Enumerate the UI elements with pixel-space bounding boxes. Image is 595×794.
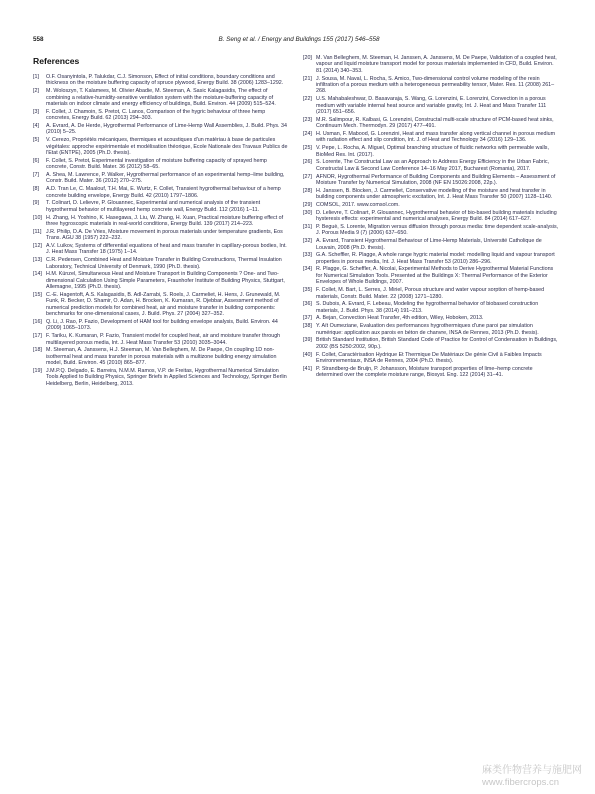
reference-text: D. Lelievre, T. Colinart, P. Glouannec, Hygrothermal behavior of bio-based building materials including hysteresis effects: experimental and numerical analyses, Energy Build. 84 (2014) 617–627. <box>316 209 557 223</box>
reference-number: [5] <box>33 137 39 144</box>
reference-item <box>303 76 559 95</box>
reference-text: S. Dubois, A. Evrard, F. Lebeau, Modeling the hygrothermal behavior of biobased construction materials, J. Build. Phys. 38 (2014) 191–213. <box>316 301 539 314</box>
reference-number: [41] <box>303 365 312 372</box>
reference-text: P. Strandberg-de Bruijn, P. Johansson, Moisture transport properties of lime–hemp concrete determined over the complete moisture range, Biosyst. Eng. 122 (2014) 31–41. <box>316 365 533 379</box>
reference-number: [19] <box>33 367 42 374</box>
reference-text: S. Lorente, The Constructal Law as an Approach to Address Energy Efficiency in the Urban Fabric, Constructal Law & Second Law Conference 14–16 May 2017, Bucharest (Romania), 2017. <box>316 159 549 172</box>
reference-number: [15] <box>33 291 42 298</box>
reference-text: F. Collet, M. Bart, L. Serres, J. Miriel, Porous structure and water vapour sorption of hemp-based materials, Constr. Build. Mater. 22 (2008) 1271–1280. <box>316 287 545 300</box>
reference-item <box>33 319 288 332</box>
reference-number: [27] <box>303 173 312 180</box>
reference-number: [11] <box>33 228 42 235</box>
reference-number: [2] <box>33 88 39 95</box>
reference-item <box>33 109 288 122</box>
reference-number: [3] <box>33 108 39 115</box>
reference-text: M. Steeman, A. Janssens, H.J. Steeman, M. Van Belleghem, M. De Paepe, On coupling 1D non-isothermal heat and mass transfer in porous materials with a multizone building energy simulation model, Build. Environ. 45 (2010) 865–877. <box>46 347 277 367</box>
reference-text: R. Plagge, G. Scheffler, A. Nicolai, Experimental Methods to Derive Hygrothermal Material Functions for Numerical Simulation Tools. Presented at the Buildings X: Thermal Performance of the Exterior Envelopes of Whole Buildings, 2007. <box>316 266 554 286</box>
reference-text: F. Collet, S. Pretot, Experimental investigation of moisture buffering capacity of sprayed hemp concrete, Constr. Build. Mater. 36 (2012) 58–65. <box>46 157 267 171</box>
reference-item <box>33 88 288 107</box>
reference-text: A. Evrard, Transient Hygrothermal Behaviour of Lime-Hemp Materials, Université Catholique de Louvain, 2008 (Ph.D. thesis). <box>316 238 542 251</box>
reference-item <box>33 186 288 199</box>
reference-text: H. Zhang, H. Yoshino, K. Hasegawa, J. Liu, W. Zhang, H. Xuan, Practical moisture buffering effect of three hygroscopic materials in real-world conditions, Energy Build. 139 (2017) 214–223. <box>46 214 284 227</box>
reference-item <box>33 215 288 228</box>
reference-item <box>33 271 288 290</box>
reference-number: [28] <box>303 187 312 194</box>
reference-text: O.F. Osanyintola, P. Talukdar, C.J. Simonson, Effect of initial conditions, boundary conditions and thickness on the moisture buffering capacity of spruce plywood, Energy Build. 38 (2006) 1283–1292. <box>46 74 284 87</box>
reference-text: Q. Li, J. Rao, P. Fazio, Development of HAM tool for building envelope analysis, Build. Environ. 44 (2009) 1065–1073. <box>46 318 278 332</box>
reference-item <box>33 172 288 185</box>
reference-text: A. Evrard, A. De Herde, Hygrothermal Performance of Lime-Hemp Wall Assemblies, J. Build. Phys. 34 (2010) 5–25. <box>46 122 287 136</box>
reference-item <box>33 333 288 346</box>
reference-text: H. Usman, F. Mabood, G. Lorenzini, Heat and mass transfer along vertical channel in porous medium with radiation effect and slip condition, Int. J. of Heat and Technology 34 (2016) 129–136. <box>316 131 556 144</box>
reference-item <box>33 243 288 256</box>
reference-item <box>303 131 559 144</box>
reference-text: British Standard Institution, British Standard Code of Practice for Control of Condensation in Buildings, 2002 (BS 5250:2002, 90p.). <box>316 337 558 350</box>
reference-text: M. Woloszyn, T. Kalamees, M. Olivier Abadie, M. Steeman, A. Sasic Kalagasidis, The effect of combining a relative-humidity-sensitive ventilation system with the moisture-buffering capacity of materials on indoor climate and energy efficiency of buildings, Build. Environ. 44 (2009) 515–524. <box>46 88 276 108</box>
reference-number: [14] <box>33 271 42 278</box>
reference-number: [12] <box>33 242 42 249</box>
reference-number: [35] <box>303 287 312 294</box>
references-heading: References <box>33 56 80 66</box>
reference-item <box>33 292 288 318</box>
reference-number: [17] <box>33 333 42 340</box>
reference-text: P. Beguè, S. Lorente, Migration versus diffusion through porous media: time dependent scale-analysis, J. Porous Media 9 (7) (2006) 637–650. <box>316 223 559 237</box>
reference-text: M. Van Belleghem, M. Steeman, H. Janssen, A. Janssens, M. De Paepe, Validation of a coupled heat, vapour and liquid moisture transport model for porous materials implemented in CFD, Build. Environ. 81 (2014) 340–353. <box>316 55 557 74</box>
reference-number: [4] <box>33 122 39 129</box>
reference-number: [23] <box>303 116 312 123</box>
reference-item <box>33 123 288 136</box>
reference-number: [7] <box>33 171 39 178</box>
reference-number: [36] <box>303 301 312 308</box>
reference-text: A.D. Tran Le, C. Maalouf, T.H. Mai, E. Wurtz, F. Collet, Transient hygrothermal behaviour of a hemp concrete building envelope, Energy Build. 42 (2010) 1797–1806. <box>46 186 281 199</box>
reference-number: [38] <box>303 323 312 330</box>
reference-number: [8] <box>33 186 39 193</box>
reference-text: G.A. Scheffler, R. Plagge, A whole range hygric material model: modelling liquid and vapour transport properties in porous media, Int. J. Heat Mass Transfer 53 (2010) 286–296. <box>316 252 555 265</box>
reference-item <box>303 266 559 285</box>
reference-item <box>303 188 559 201</box>
reference-text: J.M.P.Q. Delgado, E. Barreira, N.M.M. Ramos, V.P. de Freitas, Hygrothermal Numerical Simulation Tools Applied to Building Physics, Springer Briefs in Applied Sciences and Technology, Springer Berlin Heidelberg, Berlin, Heidelberg, 2013. <box>46 367 287 387</box>
reference-number: [34] <box>303 266 312 273</box>
reference-item <box>303 252 559 265</box>
reference-number: [39] <box>303 337 312 344</box>
reference-item <box>303 96 559 115</box>
reference-item <box>303 287 559 300</box>
references-left-column <box>33 74 288 389</box>
reference-text: C.-E. Hagentoft, A.S. Kalagasidis, B. Adl-Zarrabi, S. Roels, J. Carmeliet, H. Hens, J. Grunewald, M. Funk, R. Becker, D. Shamir, O. Adan, H. Brocken, K. Kumaran, R. Djebbar, Assessment method of numerical prediction models for combined heat, air and moisture transfer in building components: benchmarks for one-dimensional cases, J. Build. Phys. 27 (2004) 327–352. <box>46 291 281 318</box>
reference-item <box>33 229 288 242</box>
reference-number: [31] <box>303 223 312 230</box>
reference-number: [16] <box>33 318 42 325</box>
watermark-line-2: www.fibercrops.cn <box>482 777 560 788</box>
reference-number: [32] <box>303 238 312 245</box>
reference-number: [22] <box>303 96 312 103</box>
reference-item <box>303 55 559 74</box>
reference-item <box>303 159 559 172</box>
reference-number: [30] <box>303 209 312 216</box>
page-header <box>33 36 565 48</box>
reference-text: F. Collet, J. Chamoin, S. Pretot, C. Lanos, Comparison of the hygric behaviour of three hemp concretes, Energy Build. 62 (2013) 294–303. <box>46 108 266 122</box>
reference-text: J. Sousa, M. Naval, L. Rocha, S. Amico, Two-dimensional control volume modeling of the resin infiltration of a porous medium with a heterogeneous permeability tensor, Mater. Res. 11 (2008) 261–268. <box>316 75 555 95</box>
reference-text: Y. Aït Oumeziane, Evaluation des performances hygrothermiques d'une paroi par simulation numérique: application aux parois en béton de chanvre, INSA de Rennes, 2013 (Ph.D. thesis). <box>316 323 539 336</box>
reference-number: [10] <box>33 214 42 221</box>
reference-item <box>303 210 559 223</box>
reference-text: H. Janssen, B. Blocken, J. Carmeliet, Conservative modelling of the moisture and heat transfer in building components under atmospheric excitation, Int. J. Heat Mass Transfer 50 (2007) 1128–1140. <box>316 187 553 201</box>
reference-number: [21] <box>303 75 312 82</box>
reference-text: T. Colinart, D. Lelievre, P. Glouannec, Experimental and numerical analysis of the transient hygrothermal behavior of multilayered hemp concrete wall, Energy Build. 112 (2016) 1–11. <box>46 200 261 213</box>
page-number: 558 <box>33 36 44 43</box>
reference-number: [40] <box>303 351 312 358</box>
reference-text: V. Pepe, L. Rocha, A. Miguel, Optimal branching structure of fluidic networks with permeable walls, BioMed Res. Int. (2017). <box>316 145 549 158</box>
reference-item <box>303 202 559 208</box>
reference-number: [37] <box>303 315 312 322</box>
reference-item <box>33 347 288 366</box>
reference-item <box>303 323 559 336</box>
reference-text: F. Tariku, K. Kumaran, P. Fazio, Transient model for coupled heat, air and moisture transfer through multilayered porous media, Int. J. Heat Mass Transfer 53 (2010) 3035–3044. <box>46 333 281 346</box>
reference-number: [24] <box>303 131 312 138</box>
reference-number: [33] <box>303 252 312 259</box>
reference-item <box>33 158 288 171</box>
reference-number: [6] <box>33 157 39 164</box>
journal-running-title: B. Seng et al. / Energy and Buildings 155 (2017) 546–558 <box>218 36 380 43</box>
watermark <box>482 765 592 789</box>
reference-item <box>303 117 559 130</box>
reference-item <box>303 337 559 350</box>
reference-item <box>33 74 288 87</box>
reference-text: V. Cerezo, Propriétés mécaniques, thermiques et acoustiques d'un matériau à base de particules végétales: approche expérimentale et modélisation théorique, Ecole Nationale des Travaux Publics de l'Etat (ENTPE), 2005 (Ph.D. thesis). <box>46 137 288 157</box>
reference-item <box>303 145 559 158</box>
reference-item <box>303 315 559 321</box>
reference-text: U.S. Mahabaleshwar, D. Basavaraja, S. Wang, G. Lorenzini, E. Lorenzini, Convection in a porous medium with variable internal heat source and variable gravity, Int. J. Heat and Mass Transfer 111 (2017) 651–656. <box>316 96 547 116</box>
reference-item <box>33 257 288 270</box>
watermark-line-1: 麻类作物营养与施肥网 <box>482 765 582 776</box>
reference-number: [25] <box>303 145 312 152</box>
reference-item <box>33 368 288 387</box>
reference-number: [1] <box>33 74 39 80</box>
reference-item <box>303 301 559 314</box>
reference-text: A.V. Luikov, Systems of differential equations of heat and mass transfer in capillary-porous bodies, Int. J. Heat Mass Transfer 18 (1975) 1–14. <box>46 242 287 256</box>
reference-item <box>303 224 559 237</box>
reference-text: COMSOL, 2017. www.comsol.com. <box>316 201 400 208</box>
reference-number: [20] <box>303 55 312 61</box>
reference-number: [26] <box>303 159 312 166</box>
reference-text: F. Collet, Caractérisation Hydrique Et Thermique De Matériaux De génie Civil à Faibles Impacts Environnementaux, INSA de Rennes, 2004 (Ph.D. thesis). <box>316 351 542 365</box>
reference-item <box>303 174 559 187</box>
reference-item <box>303 366 559 379</box>
reference-item <box>33 137 288 156</box>
reference-text: A. Shea, M. Lawrence, P. Walker, Hygrothermal performance of an experimental hemp–lime building, Constr. Build. Mater. 36 (2012) 270–275. <box>46 171 285 185</box>
reference-text: H.M. Künzel, Simultaneous Heat and Moisture Transport in Building Components ? One- and Two-dimensional Calculation Using Simple Parameters, Fraunhofer Institute of Building Physics, Stuttgart, Allemagne, 1995 (Ph.D. thesis). <box>46 271 285 291</box>
reference-number: [13] <box>33 257 42 264</box>
reference-text: M.R. Salimpour, R. Kalbasi, G. Lorenzini, Constructal multi-scale structure of PCM-based heat sinks, Continuum Mech. Thermodyn. 29 (2017) 477–491. <box>316 116 554 130</box>
reference-text: A. Bejan, Convection Heat Transfer, 4th edition, Wiley, Hoboken, 2013. <box>316 315 484 322</box>
reference-item <box>33 200 288 213</box>
reference-number: [9] <box>33 200 39 207</box>
reference-text: AFNOR, Hygrothermal Performance of Building Components and Building Elements – Assessment of Moisture Transfer by Numerical Simulation, 2008 (NF EN 15026:2008, 22p.). <box>316 173 556 186</box>
reference-text: C.R. Pedersen, Combined Heat and Moisture Transfer in Building Constructions, Thermal Insulation Laboratory, Technical University of Denmark, 1990 (Ph.D. thesis). <box>46 257 282 270</box>
reference-number: [18] <box>33 347 42 354</box>
reference-item <box>303 238 559 251</box>
reference-item <box>303 352 559 365</box>
reference-text: J.R. Philip, D.A. De Vries, Moisture movement in porous materials under temperature gradients, Eos Trans. AGU 38 (1957) 222–232. <box>46 228 283 242</box>
reference-number: [29] <box>303 201 312 208</box>
references-right-column <box>303 55 559 380</box>
